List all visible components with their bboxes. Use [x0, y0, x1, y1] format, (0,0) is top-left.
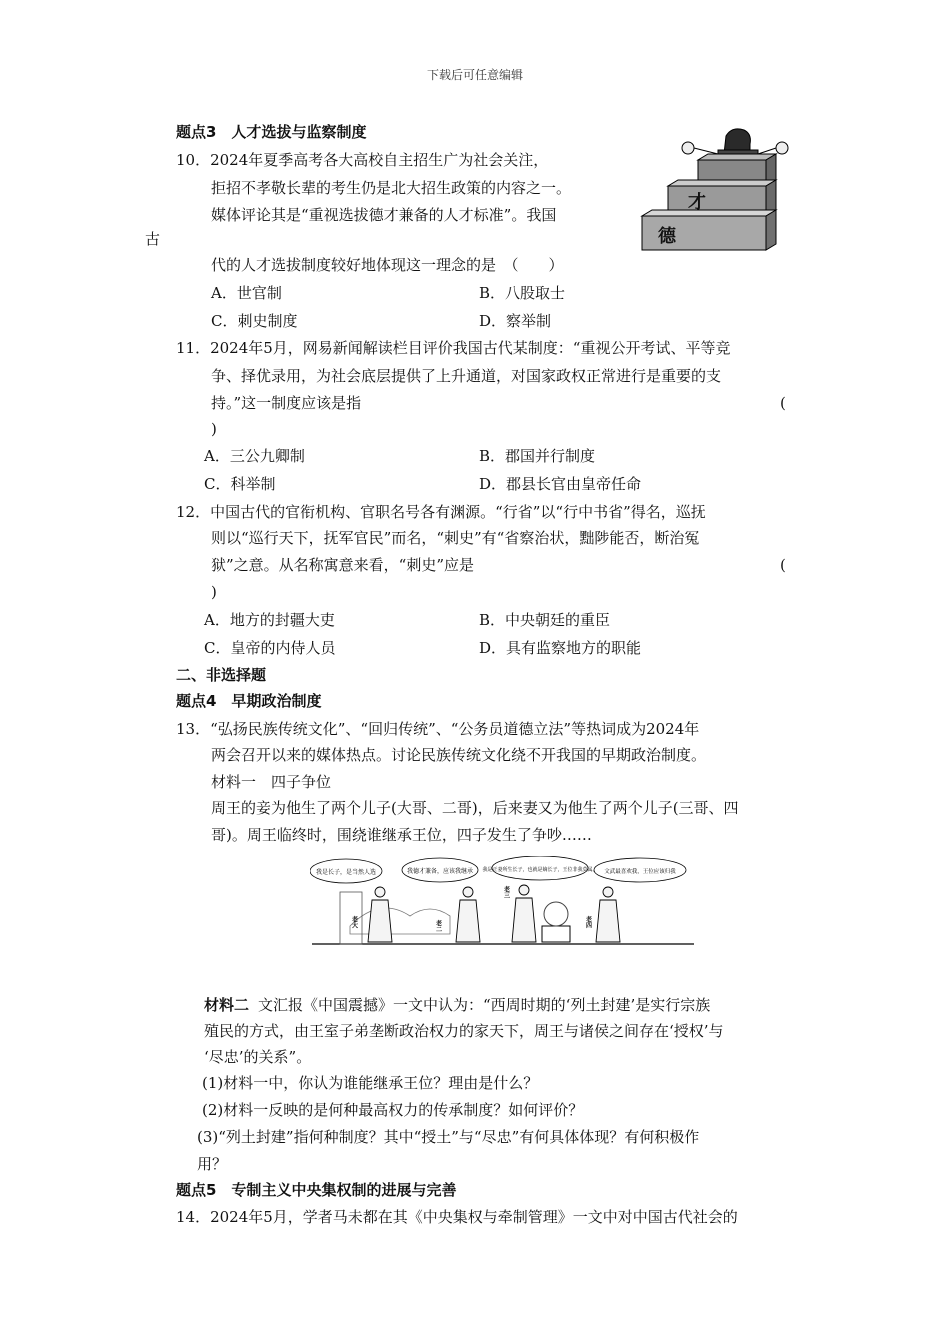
q11-option-d: D．郡县长官由皇帝任命: [479, 475, 642, 493]
q10-option-d: D．察举制: [479, 312, 552, 330]
q13-material-1-line-1: 周王的妾为他生了两个儿子(大哥、二哥)，后来妻又为他生了两个儿子(三哥、四: [211, 799, 739, 817]
q12-line-3: 狱”之意。从名称寓意来看，“刺史”应是: [211, 556, 475, 574]
q10-line-3: 媒体评论其是“重视选拔德才兼备的人才标准”。我国: [211, 206, 557, 224]
q13-material-1-line-2: 哥)。周王临终时，围绕谁继承王位，四子发生了争吵……: [211, 826, 592, 844]
bubble-third: 我是正妻所生长子，也就是嫡长子，王位非我莫属。: [482, 867, 598, 873]
bubble-second: 我德才兼备，应该我继承: [406, 868, 474, 875]
q10-line-1: 10．2024年夏季高考各大高校自主招生广为社会关注，: [176, 151, 549, 169]
figure-label-third: 老三: [502, 886, 510, 898]
q13-subquestion-3-line-1: (3)“列土封建”指何种制度？其中“授土”与“尽忠”有何具体体现？有何积极作: [197, 1128, 700, 1146]
bubble-fourth: 文武最喜欢我，王位应该归我: [604, 869, 676, 875]
q12-line-2: 则以“巡行天下，抚军官民”而名，“刺史”有“省察治状，黜陟能否，断治冤: [211, 529, 700, 547]
topic-5-heading: 题点5 专制主义中央集权制的进展与完善: [176, 1181, 457, 1199]
figure-label-second: 老二: [434, 920, 442, 932]
q10-line-3-wrap: 古: [145, 230, 161, 248]
figure-label-fourth: 老四: [584, 916, 592, 928]
topic-3-heading: 题点3 人才选拔与监察制度: [176, 123, 367, 141]
section-2-heading: 二、非选择题: [176, 666, 267, 684]
q12-option-b: B．中央朝廷的重臣: [479, 611, 611, 629]
topic-4-heading: 题点4 早期政治制度: [176, 692, 322, 710]
q11-option-a: A．三公九卿制: [204, 447, 305, 465]
q12-answer-paren-open: (: [780, 556, 786, 574]
q13-material-2-line-3: ‘尽忠’的关系”。: [204, 1048, 312, 1066]
q12-line-1: 12．中国古代的官衔机构、官职名号各有渊源。“行省”以“行中书省”得名，巡抚: [176, 503, 706, 521]
q14-line-1: 14．2024年5月，学者马未都在其《中央集权与牵制管理》一文中对中国古代社会的: [176, 1208, 738, 1226]
q13-material-2-line-2: 殖民的方式，由王室子弟垄断政治权力的家天下，周王与诸侯之间存在‘授权’与: [204, 1022, 724, 1040]
talent-stairs-illustration: [636, 124, 800, 256]
q13-material-1-title: 材料一 四子争位: [211, 773, 332, 791]
q12-option-d: D．具有监察地方的职能: [479, 639, 642, 657]
stairs-char-de: 德: [658, 226, 676, 247]
figure-label-eldest: 老大: [350, 916, 358, 928]
four-sons-comic: [310, 856, 696, 952]
bubble-eldest: 我是长子，是当然人选: [315, 869, 377, 876]
q10-line-4: 代的人才选拔制度较好地体现这一理念的是 （ ）: [211, 256, 564, 274]
q13-material-2-title: 材料二: [204, 996, 250, 1014]
stairs-char-cai: 才: [688, 192, 706, 213]
q13-subquestion-2: (2)材料一反映的是何种最高权力的传承制度？如何评价？: [202, 1101, 584, 1119]
q11-line-3: 持。”这一制度应该是指: [211, 394, 362, 412]
q12-option-a: A．地方的封疆大吏: [204, 611, 335, 629]
q10-option-a: A．世官制: [211, 284, 282, 302]
q11-option-c: C．科举制: [204, 475, 276, 493]
q11-answer-paren-close: ): [211, 420, 217, 438]
q13-line-1: 13．“弘扬民族传统文化”、“回归传统”、“公务员道德立法”等热词成为2024年: [176, 720, 700, 738]
q12-answer-paren-close: ): [211, 583, 217, 601]
q10-line-2: 拒招不孝敬长辈的考生仍是北大招生政策的内容之一。: [211, 179, 572, 197]
q10-option-c: C．刺史制度: [211, 312, 298, 330]
q12-option-c: C．皇帝的内侍人员: [204, 639, 336, 657]
q13-subquestion-1: (1)材料一中，你认为谁能继承王位？理由是什么？: [202, 1074, 539, 1092]
q10-option-b: B．八股取士: [479, 284, 566, 302]
q11-line-2: 争、择优录用，为社会底层提供了上升通道，对国家政权正常进行是重要的支: [211, 367, 722, 385]
q13-subquestion-3-line-2: 用？: [197, 1155, 228, 1173]
q11-line-1: 11．2024年5月，网易新闻解读栏目评价我国古代某制度：“重视公开考试、平等竞: [176, 339, 731, 357]
q11-option-b: B．郡国并行制度: [479, 447, 596, 465]
q11-answer-paren-open: (: [780, 394, 786, 412]
q13-material-2-line-1: 文汇报《中国震撼》一文中认为：“西周时期的‘列土封建’是实行宗族: [258, 996, 711, 1014]
q13-line-2: 两会召开以来的媒体热点。讨论民族传统文化绕不开我国的早期政治制度。: [211, 746, 707, 764]
page-header: 下载后可任意编辑: [426, 68, 523, 82]
